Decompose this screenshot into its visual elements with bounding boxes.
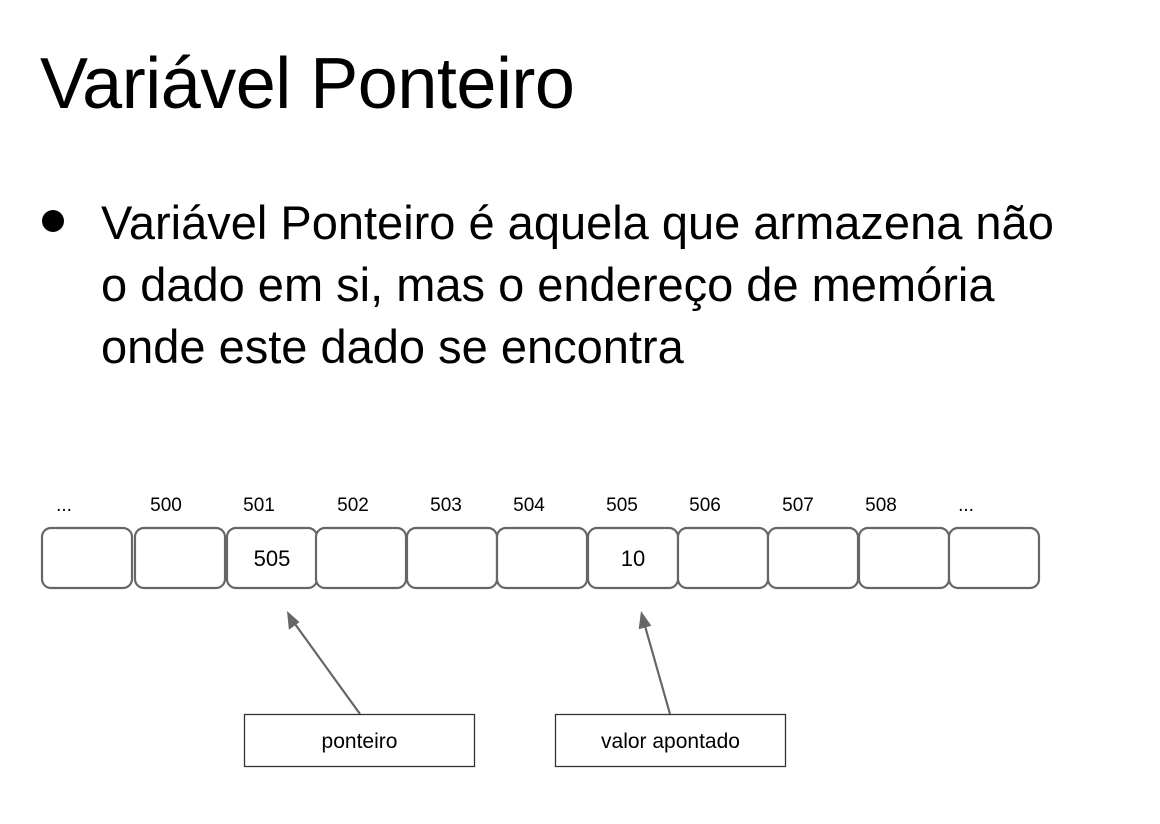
memory-address-label: 504 [513,495,545,516]
memory-address-label: 508 [865,495,897,516]
memory-cell [316,528,406,588]
address-labels [56,495,974,516]
memory-cell-box [859,528,949,588]
memory-cell-value: 505 [253,546,291,571]
memory-address-label: 500 [150,495,182,516]
memory-cell-box [135,528,225,588]
pointer-arrow [287,611,360,714]
memory-cell-box [949,528,1039,588]
memory-cell [768,528,858,588]
memory-cell-value: 10 [620,546,646,571]
memory-cell [135,528,225,588]
memory-address-label: 507 [782,495,814,516]
memory-cell [407,528,497,588]
memory-cell [588,528,678,588]
memory-address-label: 502 [337,495,369,516]
memory-address-label: ... [56,495,72,516]
memory-cell [42,528,132,588]
memory-address-label: 506 [689,495,721,516]
memory-cell-box [316,528,406,588]
memory-address-label: 503 [430,495,462,516]
memory-cell [859,528,949,588]
bullet-text: Variável Ponteiro é aquela que armazena não o dado em si, mas o endereço de memória onde este dado se encontra [101,196,1054,373]
memory-cell [497,528,587,588]
memory-cell-box [407,528,497,588]
pointed-value-label: valor apontado [601,730,740,753]
pointed-value-arrow-line [645,626,670,714]
memory-address-label: 505 [606,495,638,516]
memory-address-label: 501 [243,495,275,516]
memory-cell [227,528,317,588]
pointed-value-arrow-head-icon [639,611,652,629]
memory-cell [678,528,768,588]
memory-cell-box [768,528,858,588]
memory-cell-box [497,528,587,588]
slide-title: Variável Ponteiro [40,44,575,124]
memory-cell [949,528,1039,588]
pointed-value-arrow [639,611,670,714]
pointed-value-label-box [556,715,786,767]
pointer-label-box [245,715,475,767]
pointer-label: ponteiro [321,730,398,753]
memory-address-label: ... [958,495,974,516]
pointer-arrow-line [295,624,360,714]
memory-cell-box [42,528,132,588]
memory-cell-box [678,528,768,588]
memory-cells [42,528,1039,588]
